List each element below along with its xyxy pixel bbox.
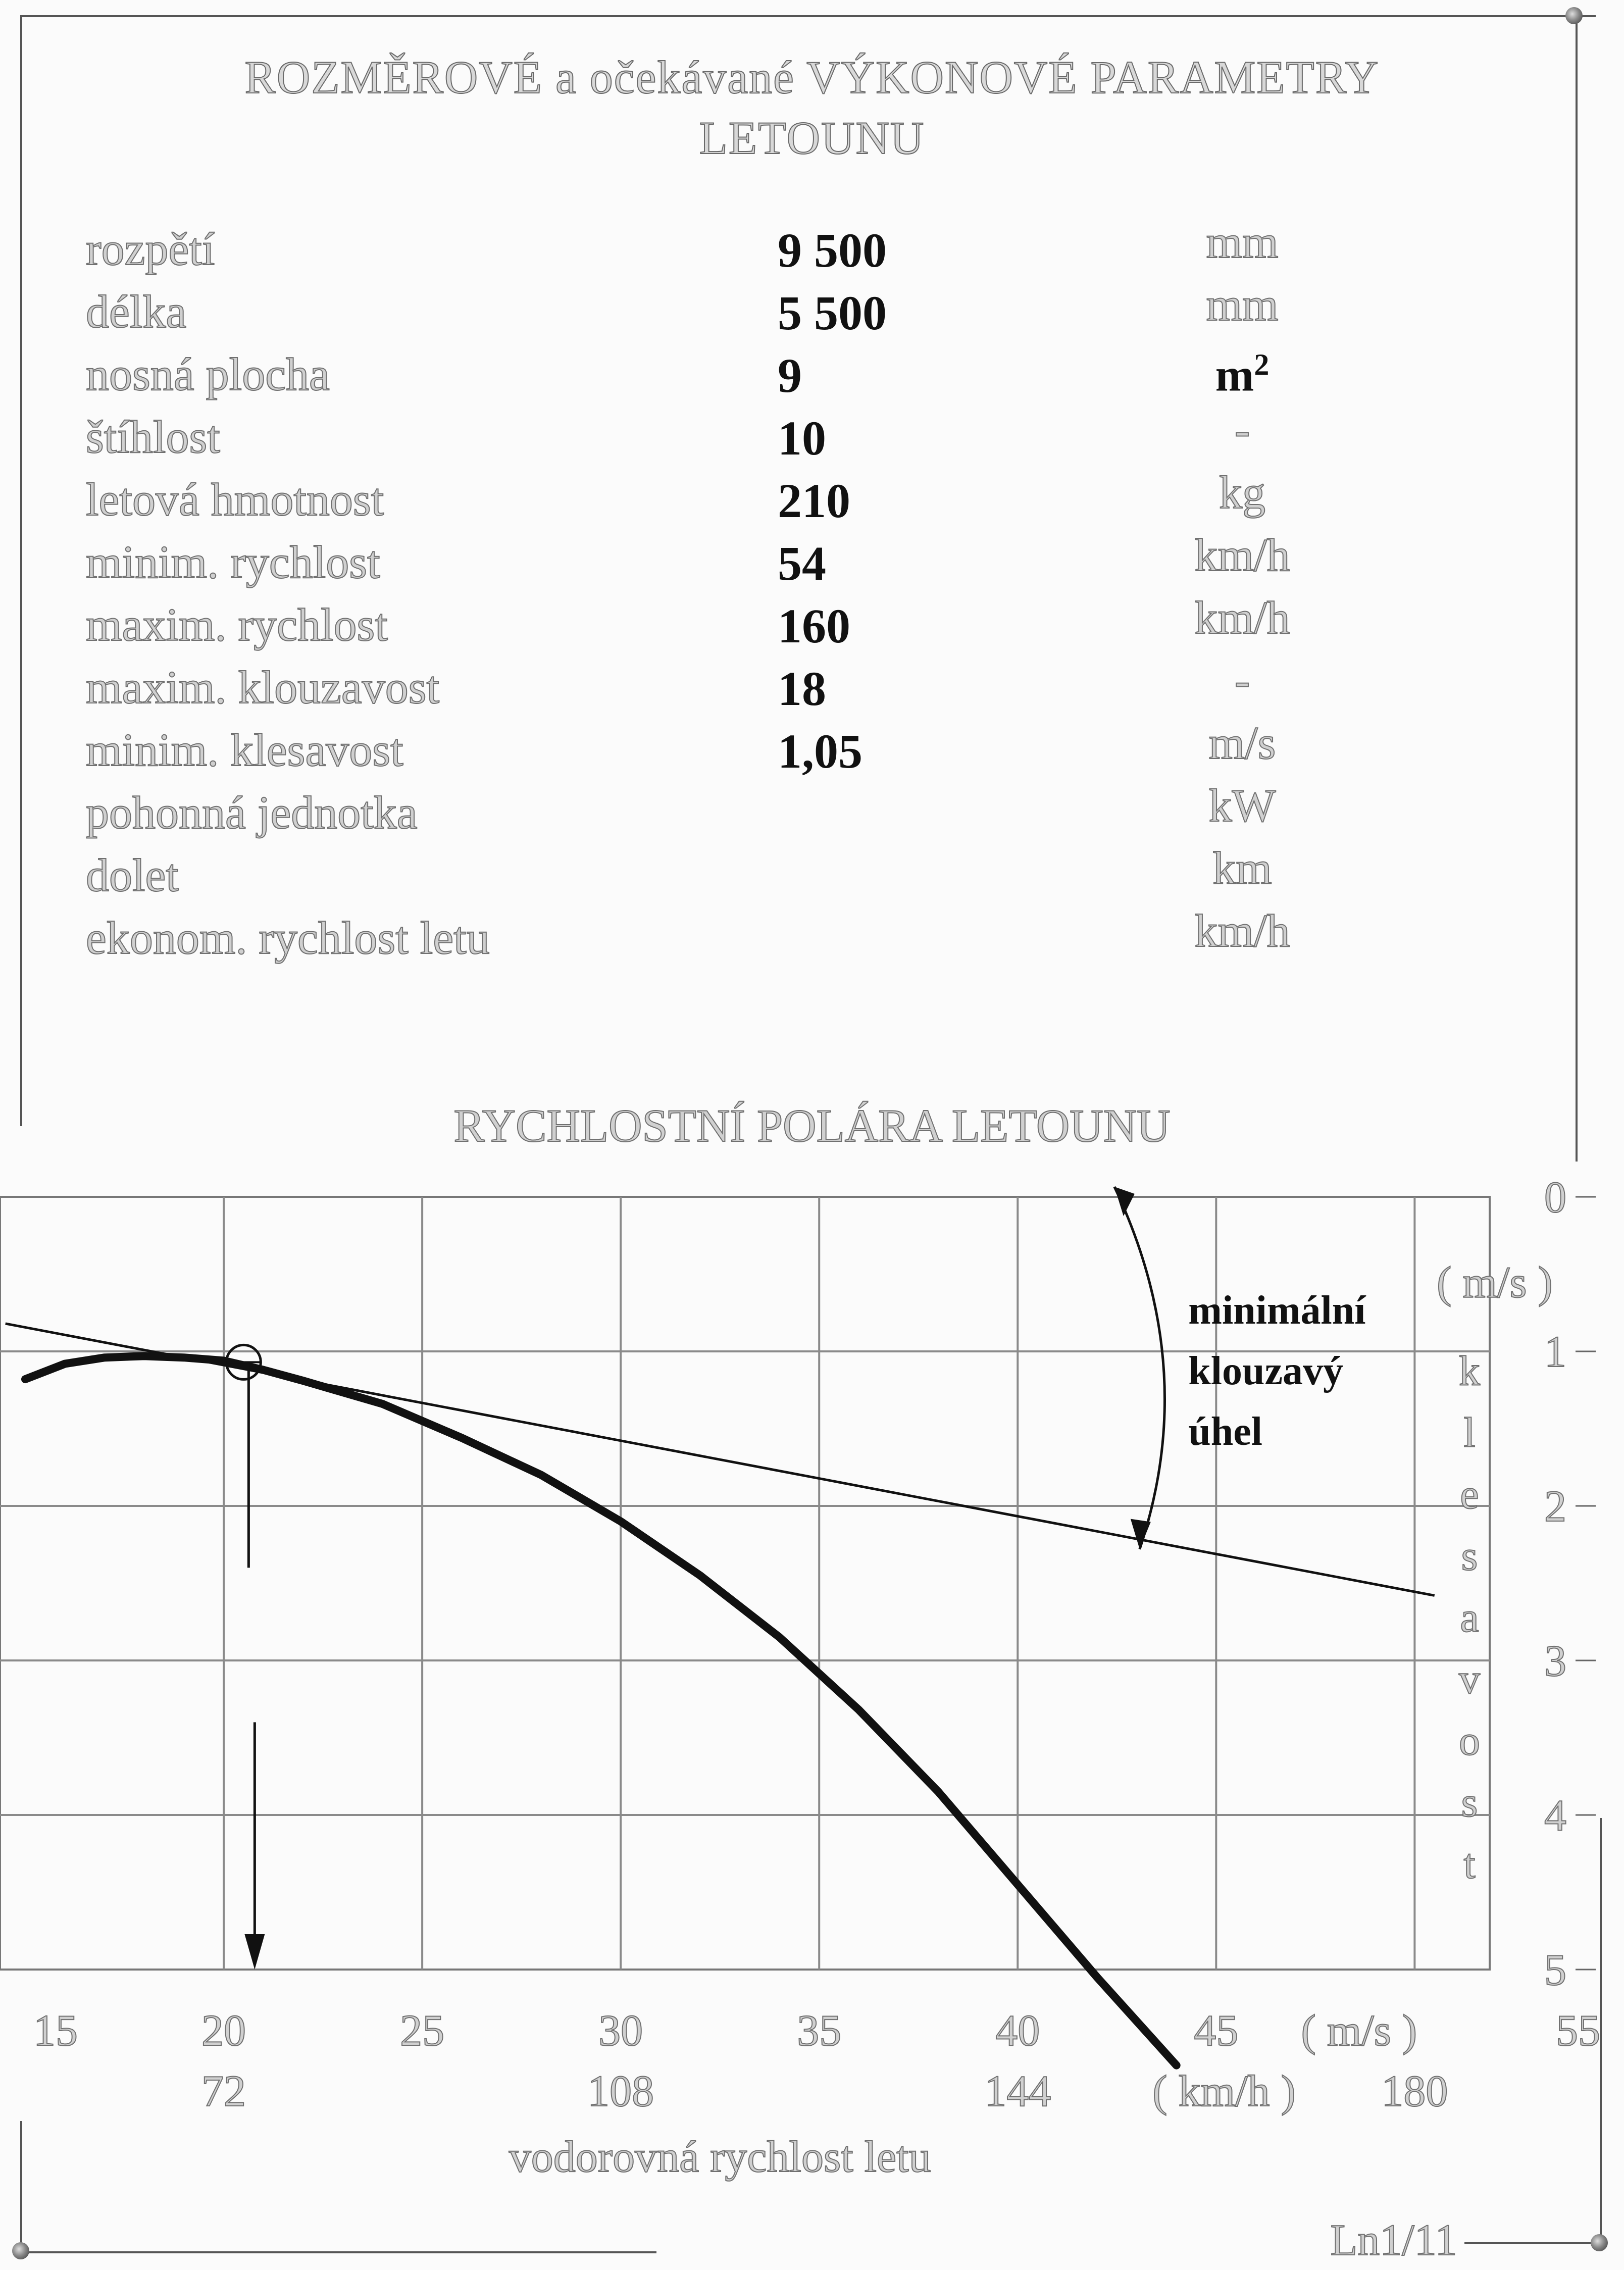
y-axis-label-letter: s [1461, 1532, 1478, 1580]
frame-left [20, 15, 22, 1126]
y-axis-label-letter: t [1463, 1840, 1476, 1888]
x-axis-label: vodorovná rychlost letu [509, 2133, 931, 2182]
glide-angle-arrow-bottom [1131, 1519, 1151, 1549]
parameter-name: minim. klesavost [86, 724, 403, 776]
x-axis-unit-kmh: ( km/h ) [1152, 2067, 1296, 2116]
parameter-unit: kW [1208, 780, 1276, 831]
y-tick-label: 3 [1544, 1637, 1566, 1686]
parameter-name: rozpětí [86, 223, 215, 275]
parameter-unit: km/h [1194, 905, 1290, 956]
y-axis-label-letter: e [1460, 1471, 1479, 1518]
y-tick-label: 4 [1544, 1791, 1566, 1840]
corner-rivet-top-right [1565, 7, 1583, 24]
parameter-value: 210 [778, 474, 850, 528]
y-axis-label-letter: v [1459, 1655, 1480, 1703]
parameter-unit: mm [1206, 216, 1279, 268]
parameter-value: 10 [778, 411, 826, 465]
x-tick-label-ms: 15 [33, 2006, 78, 2055]
parameter-name: minim. rychlost [86, 536, 380, 588]
parameter-row [86, 404, 1399, 471]
parameter-name: pohonná jednotka [86, 787, 418, 838]
x-tick-label-kmh: 108 [587, 2067, 654, 2116]
x-tick-label-ms: 25 [400, 2006, 445, 2055]
parameter-value: 18 [778, 662, 826, 716]
parameter-value: 9 500 [778, 223, 887, 277]
parameter-row [86, 216, 1399, 283]
parameter-name: maxim. klouzavost [86, 662, 440, 713]
y-axis-label-letter: k [1459, 1347, 1480, 1395]
footer-code: Ln1/11 [1330, 2216, 1457, 2265]
parameter-name: letová hmotnost [86, 474, 384, 525]
parameter-row [86, 347, 1399, 408]
parameter-name: ekonom. rychlost letu [86, 912, 490, 964]
parameter-unit: mm [1206, 279, 1279, 330]
glide-angle-annotation: úhel [1188, 1409, 1263, 1454]
x-tick-label-ms: 35 [797, 2006, 842, 2055]
speed-polar-curve [25, 1356, 1177, 2065]
glide-angle-arc [1114, 1187, 1165, 1549]
parameter-value: 160 [778, 599, 850, 653]
x-tick-label-kmh: 72 [201, 2067, 246, 2116]
x-tick-label-ms: 30 [598, 2006, 643, 2055]
frame-right [1576, 15, 1578, 1162]
y-axis-label-letter: o [1459, 1717, 1480, 1764]
parameter-name: délka [86, 286, 187, 337]
parameter-row [86, 842, 1399, 909]
y-tick-label: 5 [1544, 1946, 1566, 1995]
parameter-unit: km/h [1194, 592, 1290, 643]
x-axis-unit-ms: ( m/s ) [1301, 2006, 1417, 2055]
page-title-line1: ROZMĚROVÉ a očekávané VÝKONOVÉ PARAMETRY [244, 52, 1380, 103]
glide-angle-annotation: klouzavý [1188, 1348, 1344, 1393]
x-tick-label-kmh: 144 [984, 2067, 1051, 2116]
parameter-value: 54 [778, 536, 826, 590]
parameter-row [86, 467, 1399, 533]
parameter-unit: kg [1219, 467, 1265, 518]
speed-polar-chart [0, 1100, 1624, 2270]
x-tick-label-ms: 40 [995, 2006, 1040, 2055]
x-tick-label-ms: 55 [1556, 2006, 1600, 2055]
parameter-value: 9 [778, 348, 802, 402]
x-tick-label-kmh: 180 [1381, 2067, 1448, 2116]
parameter-unit: m/s [1208, 717, 1276, 769]
y-axis-label-letter: a [1460, 1594, 1479, 1641]
parameter-row [86, 717, 1399, 784]
parameter-row [86, 780, 1399, 846]
y-tick-label: 0 [1544, 1173, 1566, 1222]
chart-title: RYCHLOSTNÍ POLÁRA LETOUNU [453, 1100, 1171, 1151]
parameter-unit: - [1234, 404, 1250, 456]
glide-angle-arrow-top [1114, 1187, 1135, 1216]
page-title-line2: LETOUNU [699, 112, 925, 164]
parameter-row [86, 592, 1399, 659]
frame-top [20, 15, 1596, 17]
parameter-unit-superscript: 2 [1254, 348, 1270, 381]
parameter-unit: - [1234, 654, 1250, 706]
parameter-row [86, 529, 1399, 596]
parameter-row [86, 905, 1399, 972]
parameter-name: štíhlost [86, 411, 220, 463]
y-tick-label: 1 [1544, 1328, 1566, 1377]
y-axis-label-letter: l [1463, 1409, 1476, 1456]
y-tick-label: 2 [1544, 1482, 1566, 1531]
parameter-row [86, 279, 1399, 345]
parameter-value: 5 500 [778, 286, 887, 340]
parameter-value: 1,05 [778, 724, 862, 778]
x-tick-label-ms: 45 [1194, 2006, 1239, 2055]
parameter-name: nosná plocha [86, 348, 330, 400]
x-tick-label-ms: 20 [201, 2006, 246, 2055]
drop-arrow-head [244, 1934, 265, 1970]
y-axis-unit: ( m/s ) [1437, 1258, 1553, 1307]
parameter-name: dolet [86, 849, 179, 901]
parameter-row [86, 654, 1399, 721]
glide-angle-annotation: minimální [1188, 1288, 1366, 1333]
parameter-unit: km/h [1194, 529, 1290, 581]
parameter-unit: $m^2$ [1215, 348, 1270, 401]
parameter-name: maxim. rychlost [86, 599, 388, 650]
y-axis-label-letter: s [1461, 1779, 1478, 1826]
parameter-unit: km [1212, 842, 1272, 894]
